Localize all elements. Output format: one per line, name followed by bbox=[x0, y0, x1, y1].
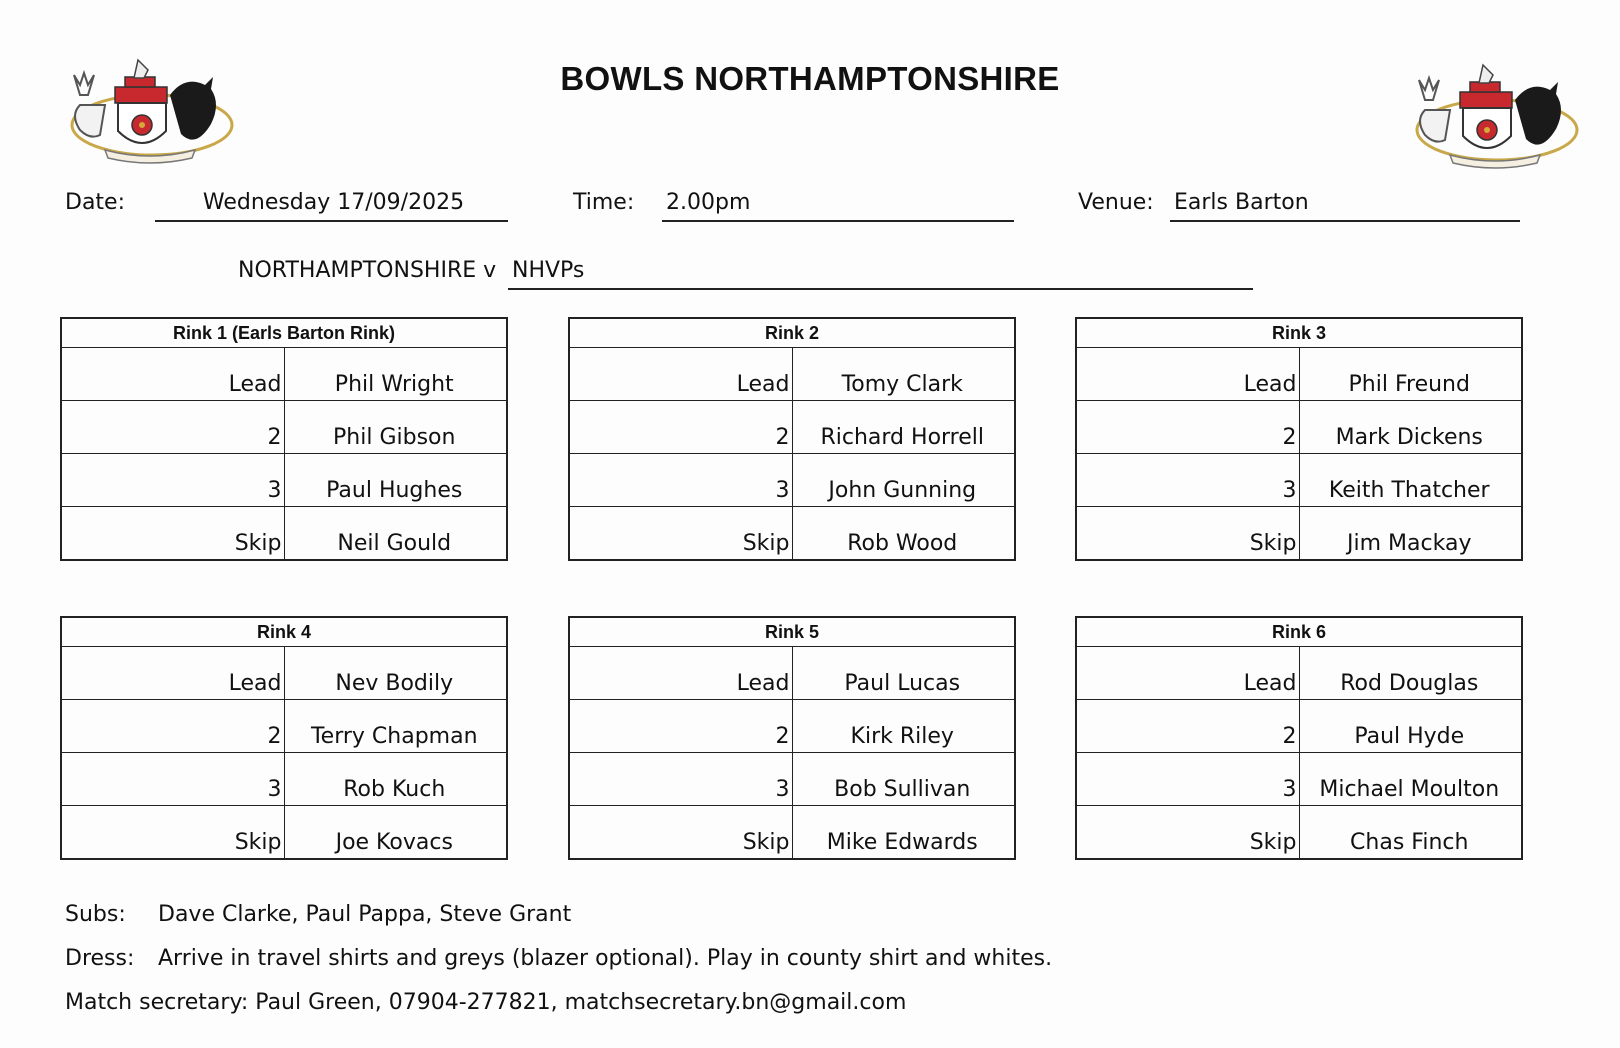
position-cell: Skip bbox=[1076, 806, 1299, 860]
subs-label: Subs: bbox=[65, 902, 126, 927]
player-cell: Rob Kuch bbox=[284, 753, 507, 806]
position-cell: Lead bbox=[569, 348, 792, 401]
opponent-value: NHVPs bbox=[508, 256, 1253, 290]
position-cell: 3 bbox=[569, 753, 792, 806]
table-row bbox=[569, 647, 1015, 700]
player-cell: Paul Hyde bbox=[1299, 700, 1522, 753]
player-cell: Chas Finch bbox=[1299, 806, 1522, 860]
page-title: BOWLS NORTHAMPTONSHIRE bbox=[560, 60, 1060, 97]
rink-title: Rink 6 bbox=[1076, 617, 1522, 647]
player-cell: Michael Moulton bbox=[1299, 753, 1522, 806]
table-row bbox=[569, 700, 1015, 753]
rink-title: Rink 2 bbox=[569, 318, 1015, 348]
table-row bbox=[1076, 348, 1522, 401]
subs-line bbox=[65, 902, 571, 927]
table-row bbox=[1076, 806, 1522, 860]
player-cell: Kirk Riley bbox=[792, 700, 1015, 753]
player-cell: Mike Edwards bbox=[792, 806, 1015, 860]
dress-label: Dress: bbox=[65, 946, 135, 971]
player-cell: Phil Wright bbox=[284, 348, 507, 401]
player-cell: Bob Sullivan bbox=[792, 753, 1015, 806]
rink-table-2 bbox=[568, 317, 1016, 561]
position-cell: 2 bbox=[569, 700, 792, 753]
table-row bbox=[61, 700, 507, 753]
player-cell: Neil Gould bbox=[284, 507, 507, 561]
player-cell: Phil Freund bbox=[1299, 348, 1522, 401]
match-label: NORTHAMPTONSHIRE v bbox=[238, 258, 497, 283]
county-crest-logo-right bbox=[1405, 60, 1585, 180]
dress-value: Arrive in travel shirts and greys (blazer optional). Play in county shirt and whites. bbox=[158, 946, 1053, 971]
table-row bbox=[1076, 647, 1522, 700]
rink-title: Rink 4 bbox=[61, 617, 507, 647]
table-row bbox=[1076, 700, 1522, 753]
position-cell: Skip bbox=[1076, 507, 1299, 561]
table-row bbox=[61, 507, 507, 561]
position-cell: 2 bbox=[61, 700, 284, 753]
position-cell: Lead bbox=[61, 647, 284, 700]
table-row bbox=[1076, 753, 1522, 806]
table-row bbox=[61, 401, 507, 454]
dress-line bbox=[65, 946, 1052, 971]
player-cell: Paul Hughes bbox=[284, 454, 507, 507]
player-cell: Joe Kovacs bbox=[284, 806, 507, 860]
position-cell: Lead bbox=[1076, 647, 1299, 700]
table-row bbox=[569, 753, 1015, 806]
table-row bbox=[61, 348, 507, 401]
table-row bbox=[1076, 401, 1522, 454]
table-row bbox=[1076, 507, 1522, 561]
player-cell: Nev Bodily bbox=[284, 647, 507, 700]
rink-table-5 bbox=[568, 616, 1016, 860]
position-cell: Skip bbox=[61, 806, 284, 860]
player-cell: Paul Lucas bbox=[792, 647, 1015, 700]
rink-title: Rink 5 bbox=[569, 617, 1015, 647]
date-value: Wednesday 17/09/2025 bbox=[155, 188, 508, 222]
rink-table-4 bbox=[60, 616, 508, 860]
player-cell: Keith Thatcher bbox=[1299, 454, 1522, 507]
position-cell: 3 bbox=[61, 454, 284, 507]
position-cell: 3 bbox=[569, 454, 792, 507]
position-cell: Lead bbox=[1076, 348, 1299, 401]
position-cell: Skip bbox=[61, 507, 284, 561]
position-cell: Lead bbox=[61, 348, 284, 401]
match-secretary: Match secretary: Paul Green, 07904-277821, matchsecretary.bn@gmail.com bbox=[65, 990, 907, 1015]
subs-value: Dave Clarke, Paul Pappa, Steve Grant bbox=[158, 902, 572, 927]
player-cell: Mark Dickens bbox=[1299, 401, 1522, 454]
table-row bbox=[569, 454, 1015, 507]
table-row bbox=[569, 401, 1015, 454]
rink-table-3 bbox=[1075, 317, 1523, 561]
position-cell: Lead bbox=[569, 647, 792, 700]
time-value: 2.00pm bbox=[662, 188, 1014, 222]
player-cell: Terry Chapman bbox=[284, 700, 507, 753]
position-cell: 3 bbox=[61, 753, 284, 806]
time-label: Time: bbox=[573, 190, 635, 215]
position-cell: 2 bbox=[1076, 700, 1299, 753]
position-cell: 2 bbox=[61, 401, 284, 454]
player-cell: Richard Horrell bbox=[792, 401, 1015, 454]
position-cell: 2 bbox=[569, 401, 792, 454]
player-cell: Tomy Clark bbox=[792, 348, 1015, 401]
player-cell: Jim Mackay bbox=[1299, 507, 1522, 561]
position-cell: Skip bbox=[569, 806, 792, 860]
table-row bbox=[61, 454, 507, 507]
player-cell: John Gunning bbox=[792, 454, 1015, 507]
rink-title: Rink 3 bbox=[1076, 318, 1522, 348]
position-cell: 3 bbox=[1076, 454, 1299, 507]
table-row bbox=[1076, 454, 1522, 507]
rink-table-6 bbox=[1075, 616, 1523, 860]
player-cell: Rod Douglas bbox=[1299, 647, 1522, 700]
date-label: Date: bbox=[65, 190, 125, 215]
position-cell: Skip bbox=[569, 507, 792, 561]
table-row bbox=[61, 647, 507, 700]
rink-table-1 bbox=[60, 317, 508, 561]
rink-title: Rink 1 (Earls Barton Rink) bbox=[61, 318, 507, 348]
player-cell: Phil Gibson bbox=[284, 401, 507, 454]
table-row bbox=[61, 753, 507, 806]
table-row bbox=[569, 507, 1015, 561]
position-cell: 3 bbox=[1076, 753, 1299, 806]
table-row bbox=[569, 348, 1015, 401]
venue-label: Venue: bbox=[1078, 190, 1154, 215]
player-cell: Rob Wood bbox=[792, 507, 1015, 561]
table-row bbox=[569, 806, 1015, 860]
position-cell: 2 bbox=[1076, 401, 1299, 454]
venue-value: Earls Barton bbox=[1170, 188, 1520, 222]
table-row bbox=[61, 806, 507, 860]
